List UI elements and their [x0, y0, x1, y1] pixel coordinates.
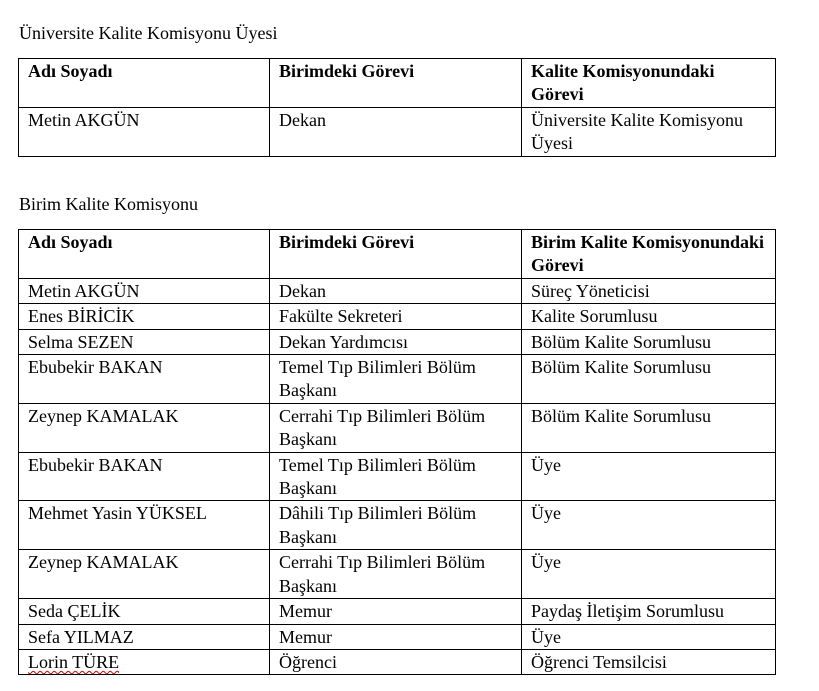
cell-name: Metin AKGÜN	[19, 107, 270, 156]
table-row	[19, 278, 776, 303]
cell-unit-role: Dekan Yardımcısı	[270, 329, 522, 354]
cell-unit-role: Öğrenci	[270, 649, 522, 674]
cell-commission-role: Üye	[522, 624, 776, 649]
cell-commission-role: Üye	[522, 550, 776, 599]
table-header-row	[19, 230, 776, 279]
cell-unit-role: Cerrahi Tıp Bilimleri Bölüm Başkanı	[270, 403, 522, 452]
table-row	[19, 624, 776, 649]
spellcheck-flagged-name: Lorin TÜRE	[28, 651, 120, 672]
table-header-row	[19, 59, 776, 108]
cell-commission-role: Üniversite Kalite Komisyonu Üyesi	[522, 107, 776, 156]
cell-commission-role: Üye	[522, 501, 776, 550]
cell-unit-role: Dekan	[270, 278, 522, 303]
cell-name: Enes BİRİCİK	[19, 304, 270, 329]
table-row	[19, 304, 776, 329]
section-title-university-commission: Üniversite Kalite Komisyonu Üyesi	[19, 23, 278, 43]
cell-name: Zeynep KAMALAK	[19, 550, 270, 599]
cell-name: Seda ÇELİK	[19, 599, 270, 624]
cell-commission-role: Süreç Yöneticisi	[522, 278, 776, 303]
header-name: Adı Soyadı	[19, 59, 270, 108]
cell-name	[19, 649, 270, 674]
cell-unit-role: Dâhili Tıp Bilimleri Bölüm Başkanı	[270, 501, 522, 550]
table-row	[19, 599, 776, 624]
cell-unit-role: Fakülte Sekreteri	[270, 304, 522, 329]
cell-name: Metin AKGÜN	[19, 278, 270, 303]
header-commission-role: Kalite Komisyonundaki Görevi	[522, 59, 776, 108]
header-name: Adı Soyadı	[19, 230, 270, 279]
cell-unit-role: Memur	[270, 599, 522, 624]
table-row	[19, 355, 776, 404]
table-row	[19, 501, 776, 550]
cell-unit-role: Cerrahi Tıp Bilimleri Bölüm Başkanı	[270, 550, 522, 599]
cell-commission-role: Bölüm Kalite Sorumlusu	[522, 403, 776, 452]
table-row	[19, 550, 776, 599]
cell-commission-role: Öğrenci Temsilcisi	[522, 649, 776, 674]
cell-unit-role: Memur	[270, 624, 522, 649]
cell-name: Ebubekir BAKAN	[19, 452, 270, 501]
cell-commission-role: Kalite Sorumlusu	[522, 304, 776, 329]
table-row	[19, 329, 776, 354]
unit-commission-table	[18, 229, 776, 675]
cell-name: Ebubekir BAKAN	[19, 355, 270, 404]
cell-name: Selma SEZEN	[19, 329, 270, 354]
table-row	[19, 649, 776, 674]
table-row	[19, 452, 776, 501]
header-unit-role: Birimdeki Görevi	[270, 59, 522, 108]
cell-commission-role: Bölüm Kalite Sorumlusu	[522, 355, 776, 404]
cell-unit-role: Dekan	[270, 107, 522, 156]
cell-name: Mehmet Yasin YÜKSEL	[19, 501, 270, 550]
cell-commission-role: Üye	[522, 452, 776, 501]
header-unit-role: Birimdeki Görevi	[270, 230, 522, 279]
cell-unit-role: Temel Tıp Bilimleri Bölüm Başkanı	[270, 355, 522, 404]
cell-commission-role: Paydaş İletişim Sorumlusu	[522, 599, 776, 624]
section-title-unit-commission: Birim Kalite Komisyonu	[19, 194, 198, 214]
table-row	[19, 403, 776, 452]
table-row	[19, 107, 776, 156]
university-commission-table	[18, 58, 776, 157]
cell-unit-role: Temel Tıp Bilimleri Bölüm Başkanı	[270, 452, 522, 501]
cell-commission-role: Bölüm Kalite Sorumlusu	[522, 329, 776, 354]
cell-name: Sefa YILMAZ	[19, 624, 270, 649]
cell-name: Zeynep KAMALAK	[19, 403, 270, 452]
header-commission-role: Birim Kalite Komisyonundaki Görevi	[522, 230, 776, 279]
